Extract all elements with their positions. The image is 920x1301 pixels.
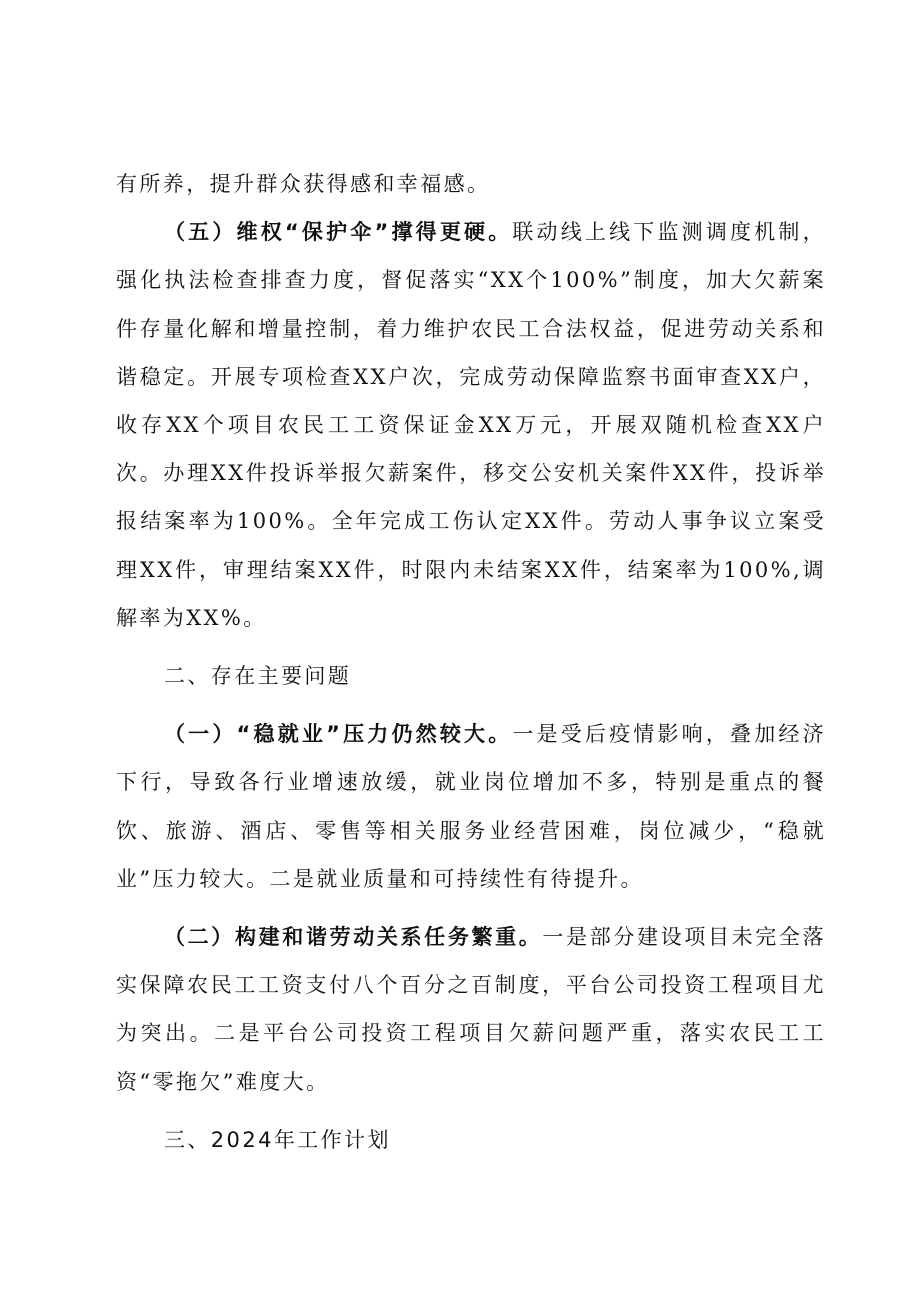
problem-2-paragraph [116, 913, 826, 1106]
section-5-paragraph [116, 208, 826, 642]
problem-2-body: 一是部分建设项目未完全落实保障农民工工资支付八个百分之百制度，平台公司投资工程项目尤为突出。二是平台公司投资工程项目欠薪问题严重，落实农民工工资“零拖欠”难度大。 [116, 925, 826, 1094]
problem-1-lead: （一）“稳就业”压力仍然较大。 [164, 722, 513, 747]
heading-existing-problems: 二、存在主要问题 [164, 664, 352, 689]
section-5-lead: （五）维权“保护伞”撑得更硬。 [164, 220, 513, 245]
section-5-body: 联动线上线下监测调度机制，强化执法检查排查力度，督促落实“XX个100%”制度，加大欠薪案件存量化解和增量控制，着力维护农民工合法权益，促进劳动关系和谐稳定。开展专项检查XX户次，完成劳动保障监察书面审查XX户，收存XX个项目农民工工资保证金XX万元，开展双随机检查XX户次。办理XX件投诉举报欠薪案件，移交公安机关案件XX件，投诉举报结案率为100%。全年完成工伤认定XX件。劳动人事争议立案受理XX件，审理结案XX件，时限内未结案XX件，结案率为100%,调解率为XX%。 [116, 220, 826, 630]
continued-paragraph [116, 160, 826, 208]
problem-1-body: 一是受后疫情影响，叠加经济下行，导致各行业增速放缓，就业岗位增加不多，特别是重点的餐饮、旅游、酒店、零售等相关服务业经营困难，岗位减少，“稳就业”压力较大。二是就业质量和可持续性有待提升。 [116, 722, 826, 891]
continued-paragraph-text: 有所养，提升群众获得感和幸福感。 [116, 172, 491, 196]
problem-2-lead: （二）构建和谐劳动关系任务繁重。 [164, 925, 543, 950]
heading-work-plan: 三、2024年工作计划 [164, 1127, 391, 1152]
problem-1-paragraph [116, 710, 826, 903]
document-body [116, 160, 826, 1164]
